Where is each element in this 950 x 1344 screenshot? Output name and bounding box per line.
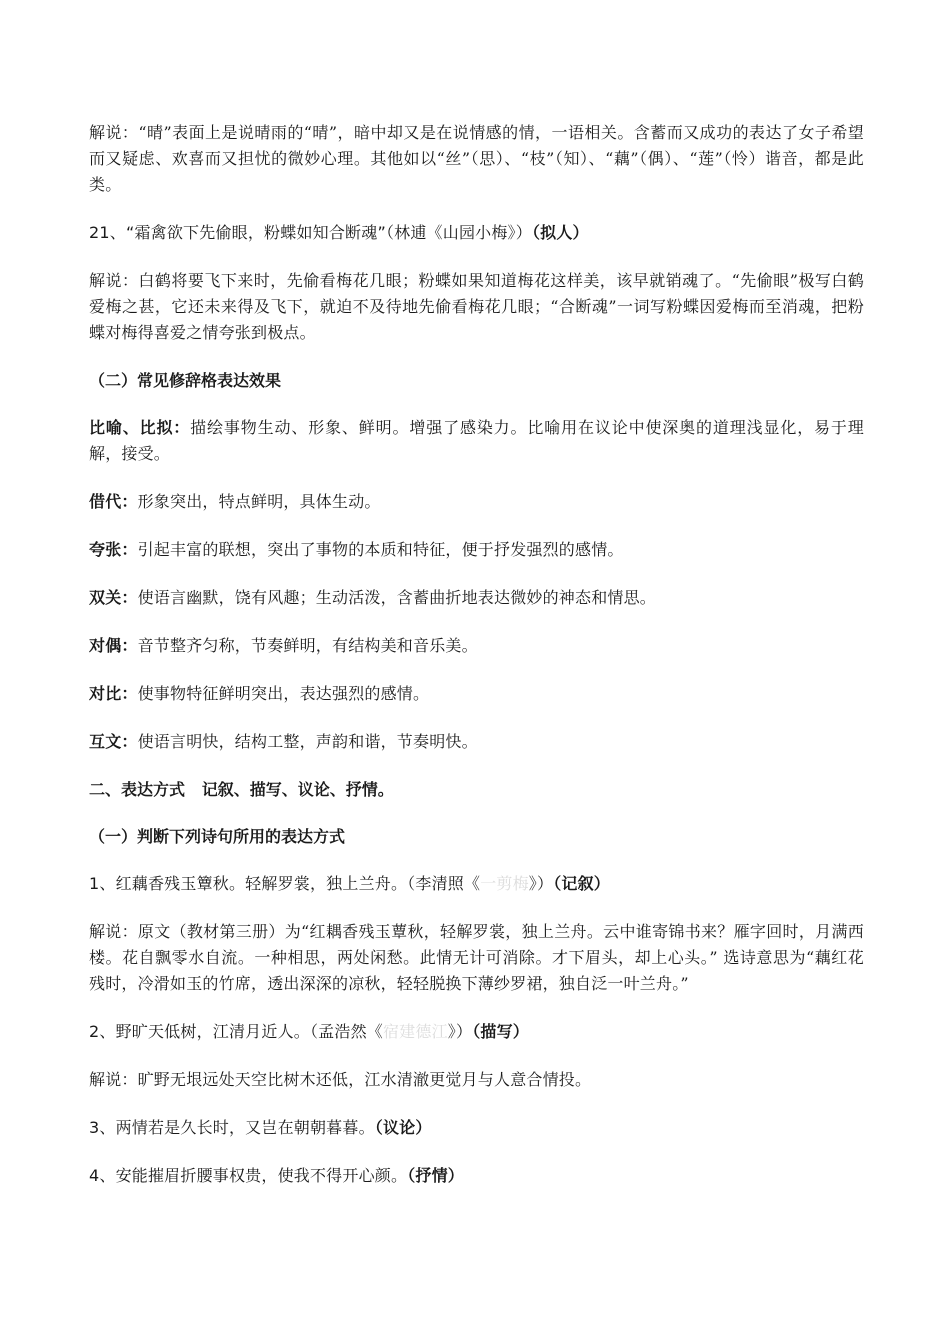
effect-desc: 使语言幽默，饶有风趣；生动活泼，含蓄曲折地表达微妙的神态和情思。 [137,588,657,607]
effect-item [89,537,864,563]
example-3-text: 3、两情若是久长时，又岂在朝朝暮暮。 [89,1118,375,1137]
effect-term: 对比： [89,684,138,703]
effect-desc: 引起丰富的联想，突出了事物的本质和特征，便于抒发强烈的感情。 [137,540,624,559]
main-section-heading: 二、表达方式 记叙、描写、议论、抒情。 [89,780,394,799]
effect-term: 双关： [89,588,138,607]
explanation-paragraph: 解说：“晴”表面上是说晴雨的“晴”，暗中却又是在说情感的情，一语相关。含蓄而又成功的表达了女子希望而又疑虑、欢喜而又担忧的微妙心理。其他如以“丝”（思）、“枝”（知）、“藕”（偶）、“莲”（怜）谐音，都是此类。 [89,123,864,194]
effect-desc: 描绘事物生动、形象、鲜明。增强了感染力。比喻用在议论中使深奥的道理浅显化，易于理解，接受。 [89,418,864,463]
effect-desc: 使语言明快，结构工整，声韵和谐，节奏明快。 [137,732,478,751]
example-1-faded-title: 一剪梅 [480,874,529,893]
effect-item [89,633,864,659]
document-page [89,120,864,1211]
example-2-tag: （描写） [472,1022,530,1041]
effect-item [89,585,864,611]
effect-item [89,489,864,515]
section-heading: （二）常见修辞格表达效果 [89,371,282,390]
example-4 [89,1163,864,1189]
effect-desc: 音节整齐匀称，节奏鲜明，有结构美和音乐美。 [137,636,478,655]
example-3 [89,1115,864,1141]
example-2-suffix: 》） [447,1022,473,1041]
effect-term: 对偶： [89,636,138,655]
example-2-prefix: 2、野旷天低树，江清月近人。（孟浩然《 [89,1022,383,1041]
effect-term: 比喻、比拟： [89,418,191,437]
explanation-paragraph: 解说：原文（教材第三册）为“红耦香残玉蕈秋，轻解罗裳，独上兰舟。云中谁寄锦书来？雁字回时，月满西楼。花自飘零水自流。一种相思，两处闲愁。此情无计可消除。才下眉头，却上心头。” 选诗意思为“藕红花残时，冷滑如玉的竹席，透出深深的凉秋，轻轻脱换下薄纱罗裙，独自泛一叶兰舟。” [89,922,864,993]
subsection-heading: （一）判断下列诗句所用的表达方式 [89,827,346,846]
example-1-tag: （记叙） [553,874,611,893]
example-2-faded-title: 宿建德江 [382,1022,448,1041]
example-3-tag: （议论） [374,1118,432,1137]
example-4-tag: （抒情） [407,1166,464,1185]
effect-term: 夸张： [89,540,138,559]
effect-term: 借代： [89,492,138,511]
effect-item [89,681,864,707]
effect-item [89,415,864,467]
example-21-text: 21、“霜禽欲下先偷眼，粉蝶如知合断魂”（林逋《山园小梅》） [89,223,532,242]
example-1 [89,871,864,897]
explanation-paragraph: 解说：白鹤将要飞下来时，先偷看梅花几眼；粉蝶如果知道梅花这样美，该早就销魂了。“先偷眼”极写白鹤爱梅之甚，它还未来得及飞下，就迫不及待地先偷看梅花几眼；“合断魂”一词写粉蝶因爱梅而至消魂，把粉蝶对梅得喜爱之情夸张到极点。 [89,271,864,342]
example-4-text: 4、安能摧眉折腰事权贵，使我不得开心颜。 [89,1166,408,1185]
effect-desc: 形象突出，特点鲜明，具体生动。 [137,492,381,511]
effect-term: 互文： [89,732,138,751]
example-1-prefix: 1、红藕香残玉簟秋。轻解罗裳，独上兰舟。（李清照《 [89,874,481,893]
explanation-paragraph: 解说：旷野无垠远处天空比树木还低，江水清澈更觉月与人意合情投。 [89,1070,592,1089]
example-21-tag: （拟人） [531,223,589,242]
example-2 [89,1019,864,1045]
effect-desc: 使事物特征鲜明突出，表达强烈的感情。 [137,684,430,703]
example-21 [89,220,864,246]
effect-item [89,729,864,755]
example-1-suffix: 》） [528,874,554,893]
